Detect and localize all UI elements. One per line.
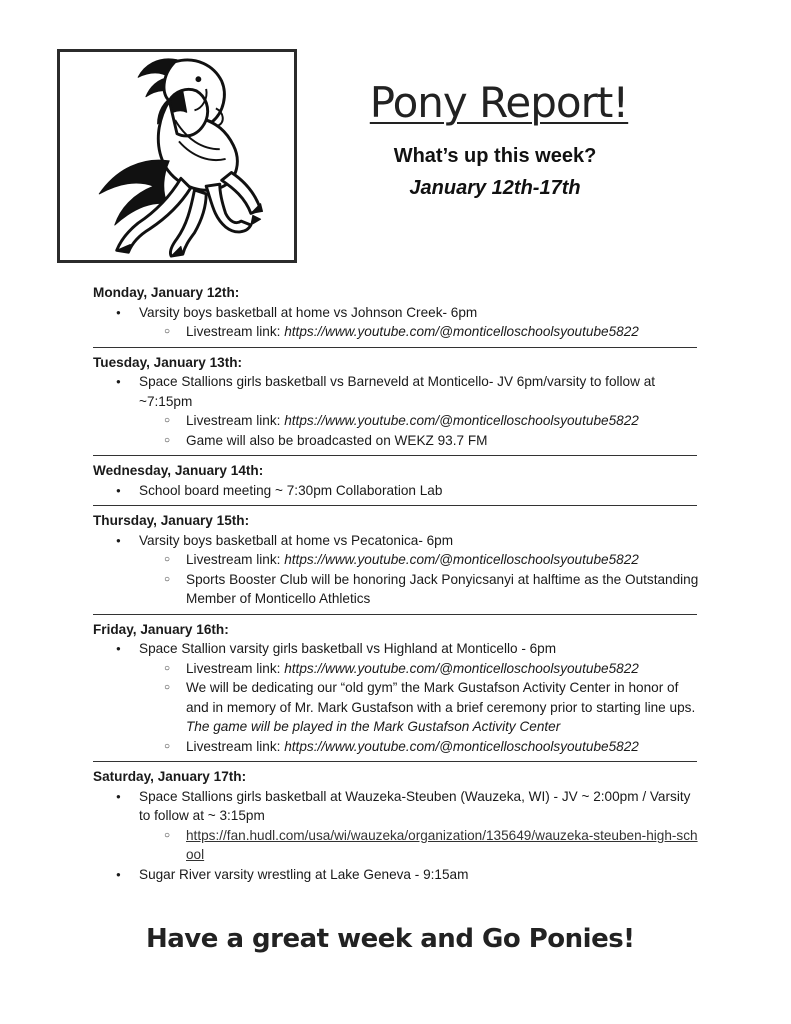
day-title: Saturday, January 17th:	[93, 769, 247, 784]
event-text: Sugar River varsity wrestling at Lake Geneva - 9:15am	[139, 866, 469, 882]
hudl-link[interactable]: https://fan.hudl.com/usa/wi/wauzeka/organization/135649/wauzeka-steuben-high-school	[186, 827, 698, 862]
day-monday	[93, 283, 703, 342]
event-text: Space Stallions girls basketball vs Barneveld at Monticello- JV 6pm/varsity to follow at ~7:15pm	[139, 374, 656, 409]
event-item	[139, 787, 703, 865]
livestream-link[interactable]: https://www.youtube.com/@monticelloschoolsyoutube5822	[284, 552, 639, 567]
day-saturday	[93, 767, 703, 884]
livestream-item	[186, 550, 703, 570]
event-text: School board meeting ~ 7:30pm Collaboration Lab	[139, 482, 443, 498]
divider	[93, 614, 697, 615]
livestream-item	[186, 659, 703, 679]
detail-italic-text: The game will be played in the Mark Gustafson Activity Center	[186, 719, 561, 734]
livestream-label: Livestream link:	[186, 660, 281, 676]
livestream-link[interactable]: https://www.youtube.com/@monticelloschoolsyoutube5822	[284, 660, 639, 676]
livestream-link[interactable]: https://www.youtube.com/@monticelloschoolsyoutube5822	[284, 413, 639, 428]
event-item	[139, 481, 703, 501]
date-range: January 12th-17th	[409, 177, 581, 199]
day-title: Monday, January 12th:	[93, 285, 240, 300]
day-title: Tuesday, January 13th:	[93, 354, 243, 370]
detail-text: Game will also be broadcasted on WEKZ 93.7 FM	[186, 432, 488, 448]
event-item	[139, 639, 703, 756]
divider	[93, 455, 697, 456]
day-tuesday	[93, 353, 703, 451]
day-title: Friday, January 16th:	[93, 621, 229, 637]
livestream-link[interactable]: https://www.youtube.com/@monticelloschoolsyoutube5822	[284, 324, 639, 339]
mustang-logo	[57, 49, 297, 263]
day-thursday	[93, 511, 703, 609]
event-item	[139, 865, 703, 885]
livestream-label: Livestream link:	[186, 324, 281, 339]
detail-item	[186, 678, 703, 737]
page-subtitle: What’s up this week?	[393, 145, 597, 167]
detail-item	[186, 431, 703, 451]
event-item	[139, 303, 703, 342]
closing-message: Have a great week and Go Ponies!	[146, 924, 635, 954]
livestream-item	[186, 411, 703, 431]
livestream-item	[186, 322, 703, 342]
livestream-label: Livestream link:	[186, 413, 281, 428]
horse-icon	[60, 52, 294, 260]
event-text: Varsity boys basketball at home vs Johnson Creek- 6pm	[139, 304, 478, 320]
livestream-item	[186, 737, 703, 757]
event-text: Space Stallions girls basketball at Wauzeka-Steuben (Wauzeka, WI) - JV ~ 2:00pm / Varsity to follow at ~ 3:15pm	[139, 788, 691, 823]
detail-item	[186, 570, 703, 609]
detail-text: Sports Booster Club will be honoring Jack Ponyicsanyi at halftime as the Outstanding Member of Monticello Athletics	[186, 571, 699, 606]
livestream-label: Livestream link:	[186, 552, 281, 567]
event-item	[139, 372, 703, 450]
livestream-link[interactable]: https://www.youtube.com/@monticelloschoolsyoutube5822	[284, 738, 639, 754]
divider	[93, 505, 697, 506]
detail-text: We will be dedicating our “old gym” the Mark Gustafson Activity Center in honor of and in memory of Mr. Mark Gustafson with a brief ceremony prior to starting line ups.	[186, 680, 696, 715]
page-title: Pony Report!	[369, 78, 629, 127]
day-wednesday	[93, 461, 703, 500]
event-item	[139, 531, 703, 609]
day-title: Thursday, January 15th:	[93, 513, 250, 528]
schedule	[93, 283, 703, 884]
event-text: Varsity boys basketball at home vs Pecatonica- 6pm	[139, 532, 454, 548]
divider	[93, 761, 697, 762]
event-text: Space Stallion varsity girls basketball vs Highland at Monticello - 6pm	[139, 641, 557, 656]
livestream-label: Livestream link:	[186, 738, 281, 754]
day-friday	[93, 620, 703, 757]
divider	[93, 347, 697, 348]
link-item	[186, 826, 703, 865]
day-title: Wednesday, January 14th:	[93, 463, 264, 478]
